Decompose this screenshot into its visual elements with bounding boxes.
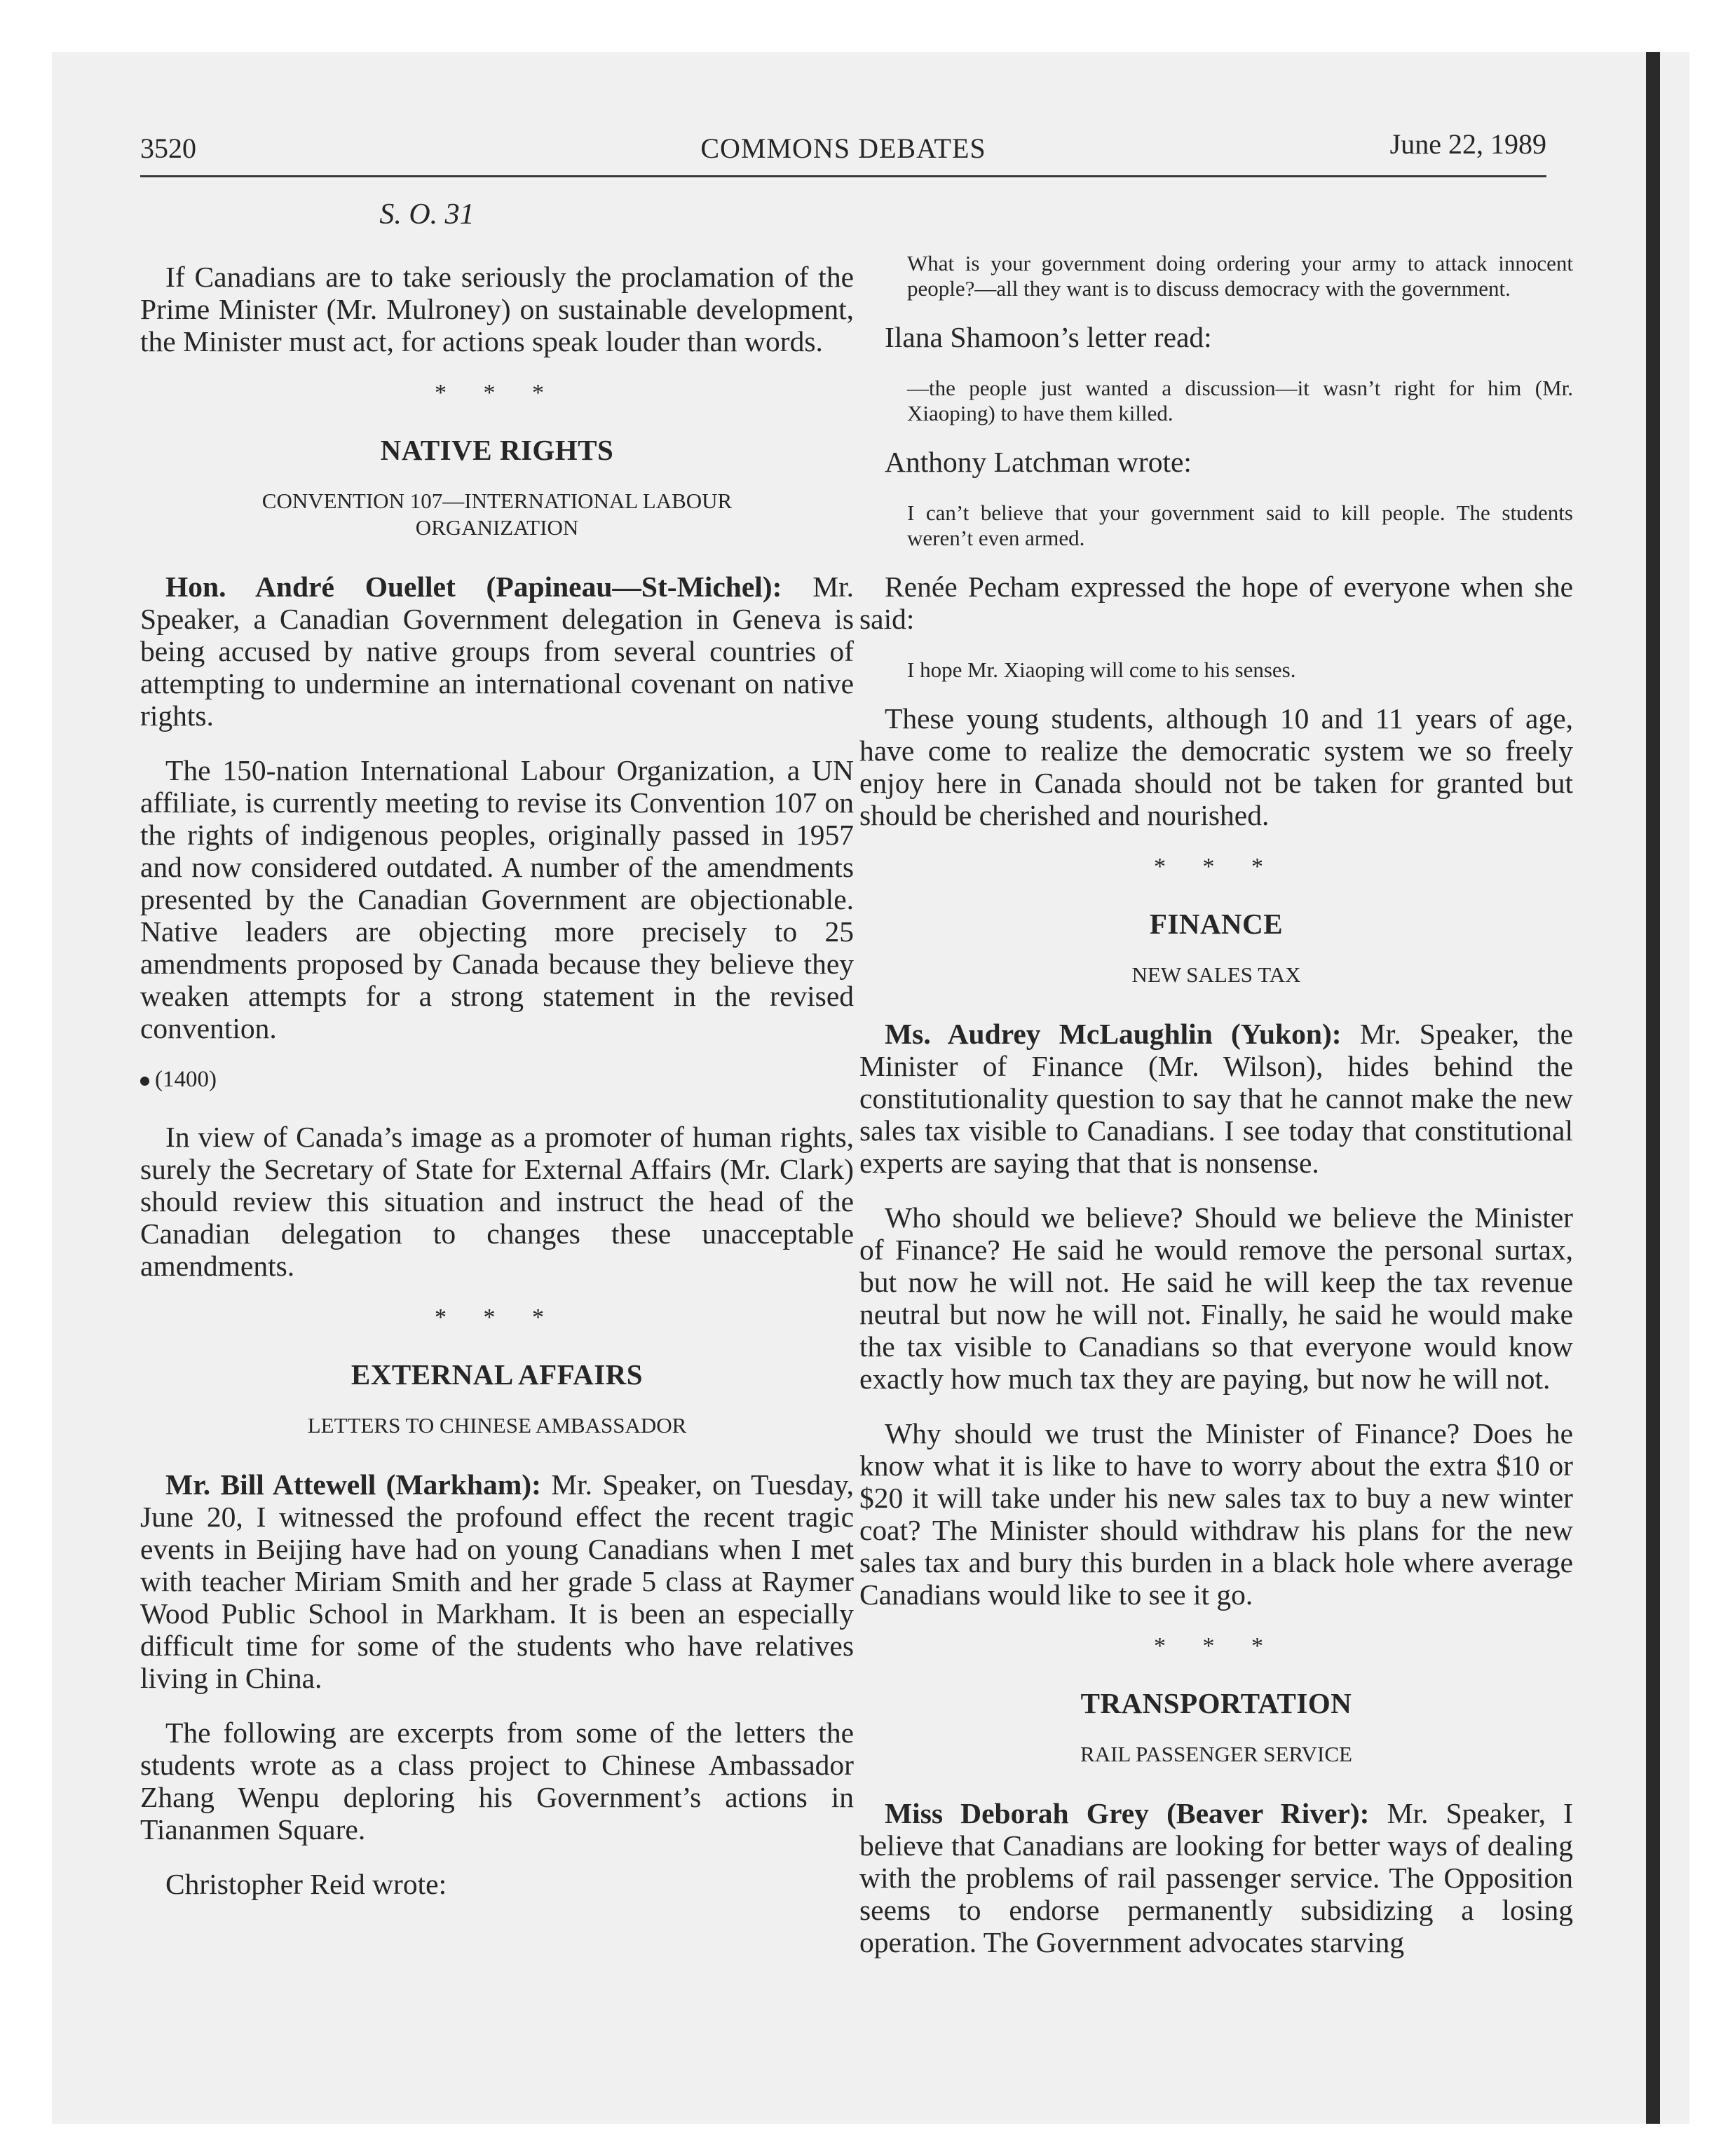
speaker-name: Ms. Audrey McLaughlin (Yukon): <box>885 1018 1342 1050</box>
page-number: 3520 <box>140 132 196 164</box>
section-heading-finance: FINANCE <box>1149 908 1284 940</box>
paragraph <box>140 571 854 732</box>
letter-quote: What is your government doing ordering your army to attack innocent people?—all they want is to discuss democracy with the government. <box>907 251 1573 301</box>
header-rule <box>140 175 1546 177</box>
right-column <box>859 251 1573 1981</box>
section-heading-native-rights: NATIVE RIGHTS <box>380 434 614 466</box>
speech-text: Mr. Speaker, the Minister of Finance (Mr. Wilson), hides behind the constitutionality question to say that he cannot make the new sales tax visible to Canadians. I see today that constitutional experts are saying that that is nonsense. <box>859 1018 1574 1179</box>
time-marker <box>140 1067 854 1093</box>
section-subheading: NEW SALES TAX <box>1131 962 1301 987</box>
section-divider: * * * <box>1154 854 1279 880</box>
speaker-name: Miss Deborah Grey (Beaver River): <box>885 1797 1370 1829</box>
standing-order: S. O. 31 <box>379 198 475 231</box>
section-subheading: RAIL PASSENGER SERVICE <box>1080 1742 1352 1766</box>
paragraph: Anthony Latchman wrote: <box>885 446 1192 478</box>
letter-quote: I can’t believe that your government said to kill people. The students weren’t even armed. <box>907 500 1573 550</box>
speech-text: Mr. Speaker, I believe that Canadians are looking for better ways of dealing with the problems of rail passenger service. The Opposition seems to endorse permanently subsidizing a losing operation. The Government advocates starving <box>859 1797 1574 1958</box>
left-column <box>140 198 854 1923</box>
issue-date: June 22, 1989 <box>1389 128 1546 160</box>
paragraph: The 150-nation International Labour Organization, a UN affiliate, is currently meeting to revise its Convention 107 on the rights of indigenous peoples, originally passed in 1957 and now considered outdated. A number of the amendments presented by the Canadian Government are objectionable. Native leaders are objecting more precisely to 25 amendments proposed by Canada because they believe they weaken attempts for a strong statement in the revised convention. <box>140 754 854 1044</box>
paragraph <box>859 1797 1573 1958</box>
letter-quote: —the people just wanted a discussion—it wasn’t right for him (Mr. Xiaoping) to have them killed. <box>907 376 1573 425</box>
paragraph <box>859 1018 1573 1179</box>
paragraph: Christopher Reid wrote: <box>165 1868 447 1900</box>
paragraph <box>140 1468 854 1694</box>
journal-title: COMMONS DEBATES <box>700 132 986 164</box>
paragraph: Why should we trust the Minister of Finance? Does he know what it is like to have to worry about the extra $10 or $20 it will take under his new sales tax to buy a new winter coat? The Minister should withdraw his plans for the new sales tax and bury this burden in a black hole where average Canadians would like to see it go. <box>859 1417 1573 1611</box>
speech-text: Mr. Speaker, on Tuesday, June 20, I witnessed the profound effect the recent tragic events in Beijing have had on young Canadians when I met with teacher Miriam Smith and her grade 5 class at Raymer Wood Public School in Markham. It is been an especially difficult time for some of the students who have relatives living in China. <box>140 1468 854 1694</box>
paragraph: If Canadians are to take seriously the proclamation of the Prime Minister (Mr. Mulroney) on sustainable development, the Minister must act, for actions speak louder than words. <box>140 261 854 357</box>
paragraph: Ilana Shamoon’s letter read: <box>885 321 1212 353</box>
bullet-icon <box>140 1077 149 1086</box>
section-divider: * * * <box>435 1304 559 1330</box>
running-header <box>140 128 1546 175</box>
letter-quote: I hope Mr. Xiaoping will come to his senses. <box>907 657 1296 682</box>
paragraph: The following are excerpts from some of the letters the students wrote as a class project to Chinese Ambassador Zhang Wenpu deploring his Government’s actions in Tiananmen Square. <box>140 1717 854 1845</box>
section-subheading: LETTERS TO CHINESE AMBASSADOR <box>307 1413 687 1438</box>
binding-edge <box>1646 52 1660 2124</box>
section-divider: * * * <box>1154 1633 1279 1659</box>
speech-text: Mr. Speaker, a Canadian Government delegation in Geneva is being accused by native groups from several countries of attempting to undermine an international covenant on native rights. <box>140 571 854 732</box>
paragraph: Renée Pecham expressed the hope of everyone when she said: <box>859 571 1573 635</box>
section-heading-external-affairs: EXTERNAL AFFAIRS <box>351 1358 644 1391</box>
speaker-name: Mr. Bill Attewell (Markham): <box>165 1468 541 1501</box>
time-marker-text: (1400) <box>155 1067 217 1092</box>
section-heading-transportation: TRANSPORTATION <box>1080 1687 1352 1719</box>
paragraph: Who should we believe? Should we believe the Minister of Finance? He said he would remove the personal surtax, but now he will not. He said he will keep the tax revenue neutral but now he will not. Finally, he said he would make the tax visible to Canadians so that everyone would know exactly how much tax they are paying, but now he will not. <box>859 1201 1573 1395</box>
speaker-name: Hon. André Ouellet (Papineau—St-Michel): <box>165 571 782 603</box>
section-subheading: CONVENTION 107—INTERNATIONAL LABOUR ORGANIZATION <box>261 489 733 540</box>
paragraph: These young students, although 10 and 11 years of age, have come to realize the democratic system we so freely enjoy here in Canada should not be taken for granted but should be cherished and nourished. <box>859 702 1573 831</box>
section-divider: * * * <box>435 380 559 406</box>
paragraph: In view of Canada’s image as a promoter of human rights, surely the Secretary of State for External Affairs (Mr. Clark) should review this situation and instruct the head of the Canadian delegation to changes these unacceptable amendments. <box>140 1121 854 1282</box>
